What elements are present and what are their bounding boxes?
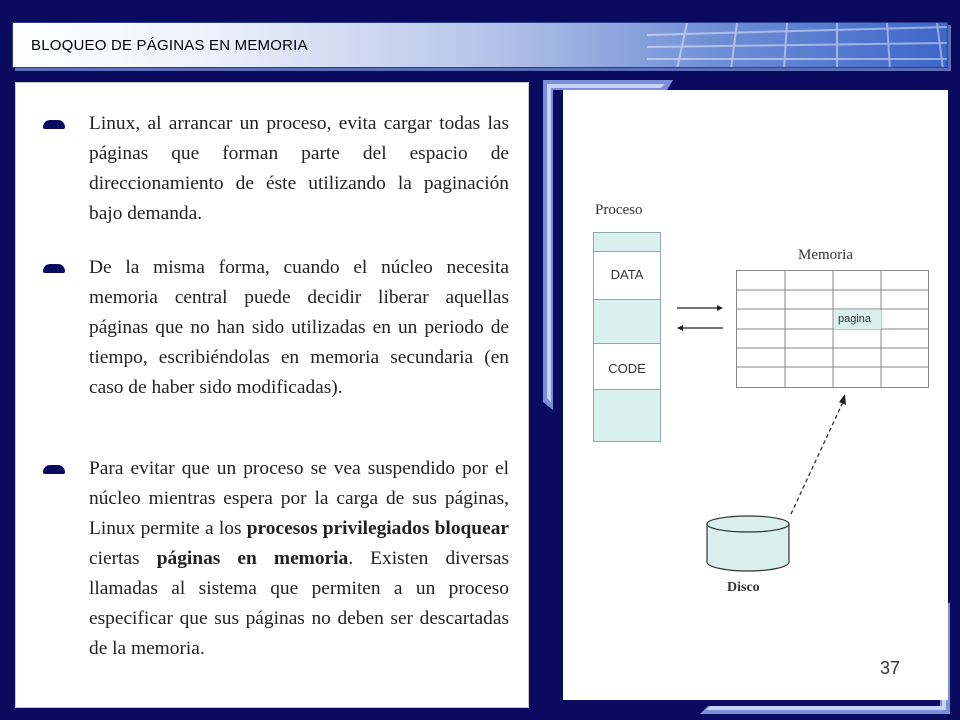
paragraph-1: Linux, al arrancar un proceso, evita cargar todas las páginas que forman parte del espacio de direccionamiento de éste utilizando la paginación bajo demanda.: [89, 113, 509, 224]
bullet-icon: [43, 465, 65, 474]
page-label: pagina: [838, 313, 872, 325]
code-label: CODE: [608, 361, 646, 376]
process-cell-middle: [594, 299, 660, 343]
paragraph-3-text-c: . Existen diversas llamadas al sistema que permiten a un proceso especificar que sus páginas no deben ser descartadas de la memoria.: [89, 548, 509, 659]
paragraph-3-text-a: Para evitar que un proceso se vea suspendido por el núcleo mientras espera por la carga de sus páginas, Linux permite a los: [89, 458, 509, 539]
memory-grid: [736, 270, 929, 388]
data-label: DATA: [610, 267, 644, 282]
paragraph-3-bold-a: procesos privilegiados bloquear: [246, 518, 509, 539]
paragraph-2: De la misma forma, cuando el núcleo necesita memoria central puede decidir liberar aquellas páginas que no han sido utilizadas en un periodo de tiempo, escribiéndolas en memoria secundaria (en caso de haber sido modificadas).: [89, 257, 509, 398]
paragraph-3-text-b: ciertas: [89, 548, 157, 569]
bullet-icon: [43, 120, 65, 129]
memory-grid-lines-icon: [737, 271, 928, 387]
transfer-arrows-icon: [675, 300, 725, 340]
title-banner: [12, 22, 948, 68]
process-column: [593, 232, 661, 442]
grid-decoration-icon: [647, 23, 947, 68]
text-panel: [15, 82, 529, 708]
slide-title: BLOQUEO DE PÁGINAS EN MEMORIA: [31, 37, 308, 54]
paging-diagram: [563, 90, 948, 700]
page-number: 37: [880, 658, 901, 678]
paragraph-3: [89, 454, 509, 664]
disk-label: Disco: [727, 580, 760, 595]
paragraph-3-bold-b: páginas en memoria: [156, 548, 349, 569]
disk-to-memory-arrow-icon: [783, 390, 853, 520]
bullet-icon: [43, 264, 65, 273]
memory-label: Memoria: [798, 247, 853, 263]
process-cell-bottom: [594, 389, 660, 441]
disk-icon: [705, 514, 791, 574]
process-label: Proceso: [595, 202, 643, 218]
